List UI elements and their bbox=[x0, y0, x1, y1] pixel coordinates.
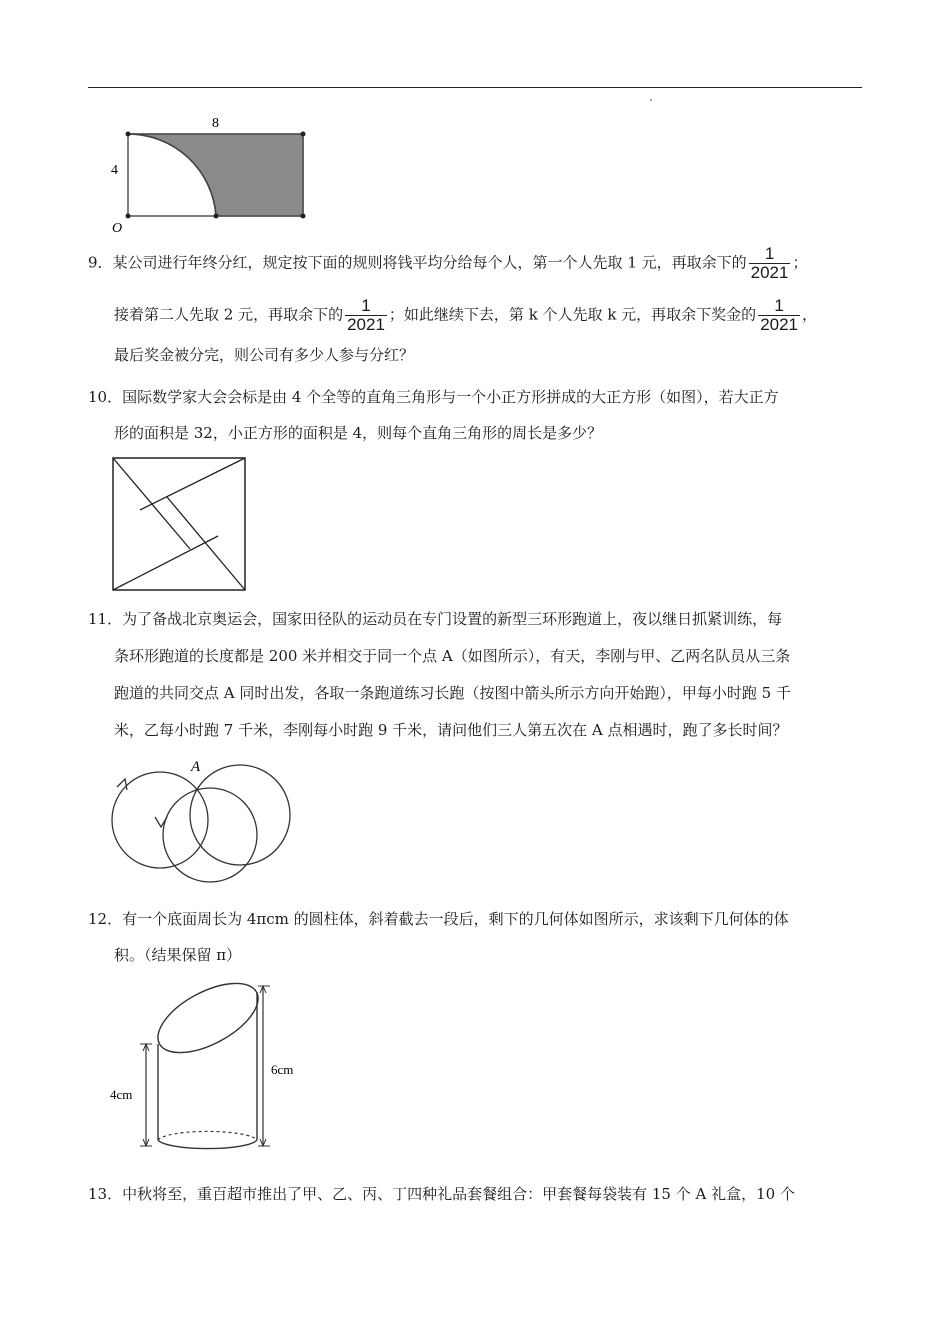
q9-text-2c: ， bbox=[802, 305, 818, 324]
label-4cm: 4cm bbox=[110, 1087, 133, 1102]
stray-dot bbox=[650, 99, 652, 101]
figure-zhao-shuang-square bbox=[110, 455, 250, 595]
q9-line-1 bbox=[88, 245, 807, 282]
q11-line-2: 条环形跑道的长度都是 200 米并相交于同一个点 A（如图所示），有天，李刚与甲、乙两名队员从三条 bbox=[114, 647, 791, 665]
arrow-icon bbox=[117, 779, 127, 790]
q9-text-2a: 接着第二人先取 2 元，再取余下的 bbox=[114, 305, 344, 324]
fraction-1-2021: $\frac{1}{2021}$ bbox=[760, 296, 799, 334]
q10-line-1: 10．国际数学家大会会标是由 4 个全等的直角三角形与一个小正方形拼成的大正方形（如图），若大正方 bbox=[88, 388, 779, 406]
q9-text-1a: 9．某公司进行年终分红，规定按下面的规则将钱平均分给每个人，第一个人先取 1 元，再取余下的 bbox=[88, 253, 747, 272]
q12-line-1: 12．有一个底面周长为 4πcm 的圆柱体，斜着截去一段后，剩下的几何体如图所示，求该剩下几何体的体 bbox=[88, 910, 789, 928]
q13-line-1: 13．中秋将至，重百超市推出了甲、乙、丙、丁四种礼品套餐组合：甲套餐每袋装有 15 个 A 礼盒，10 个 bbox=[88, 1185, 795, 1203]
header-rule bbox=[88, 87, 862, 88]
q11-line-3: 跑道的共同交点 A 同时出发，各取一条跑道练习长跑（按图中箭头所示方向开始跑），甲每小时跑 5 千 bbox=[114, 684, 791, 702]
q12-line-2: 积。（结果保留 π） bbox=[114, 946, 242, 964]
label-origin: O bbox=[112, 221, 123, 236]
fraction-1-2021: $\frac{1}{2021}$ bbox=[347, 296, 385, 334]
label-6cm: 6cm bbox=[271, 1062, 294, 1077]
q9-text-2b: ；如此继续下去，第 k 个人先取 k 元，再取余下奖金的 bbox=[388, 305, 757, 324]
q10-line-2: 形的面积是 32，小正方形的面积是 4，则每个直角三角形的周长是多少？ bbox=[114, 424, 603, 442]
shaded-region bbox=[128, 134, 303, 216]
q11-line-4: 米，乙每小时跑 7 千米，李刚每小时跑 9 千米，请问他们三人第五次在 A 点相遇时，跑了多长时间？ bbox=[114, 721, 788, 739]
label-top: 8 bbox=[212, 116, 219, 131]
label-side: 4 bbox=[111, 163, 118, 178]
q11-line-1: 11．为了备战北京奥运会，国家田径队的运动员在专门设置的新型三环形跑道上，夜以继日抓紧训练，每 bbox=[88, 610, 783, 628]
fraction-1-2021: $\frac{1}{2021}$ bbox=[750, 244, 789, 282]
figure-cut-cylinder bbox=[108, 978, 308, 1153]
q9-line-2 bbox=[114, 297, 817, 334]
point-a-label: A bbox=[191, 759, 201, 775]
figure-three-circles bbox=[105, 755, 300, 890]
q9-line-3: 最后奖金被分完，则公司有多少人参与分红？ bbox=[114, 346, 415, 364]
figure-rectangle-quarter-circle bbox=[100, 112, 320, 237]
q9-text-1b: ； bbox=[792, 253, 808, 272]
